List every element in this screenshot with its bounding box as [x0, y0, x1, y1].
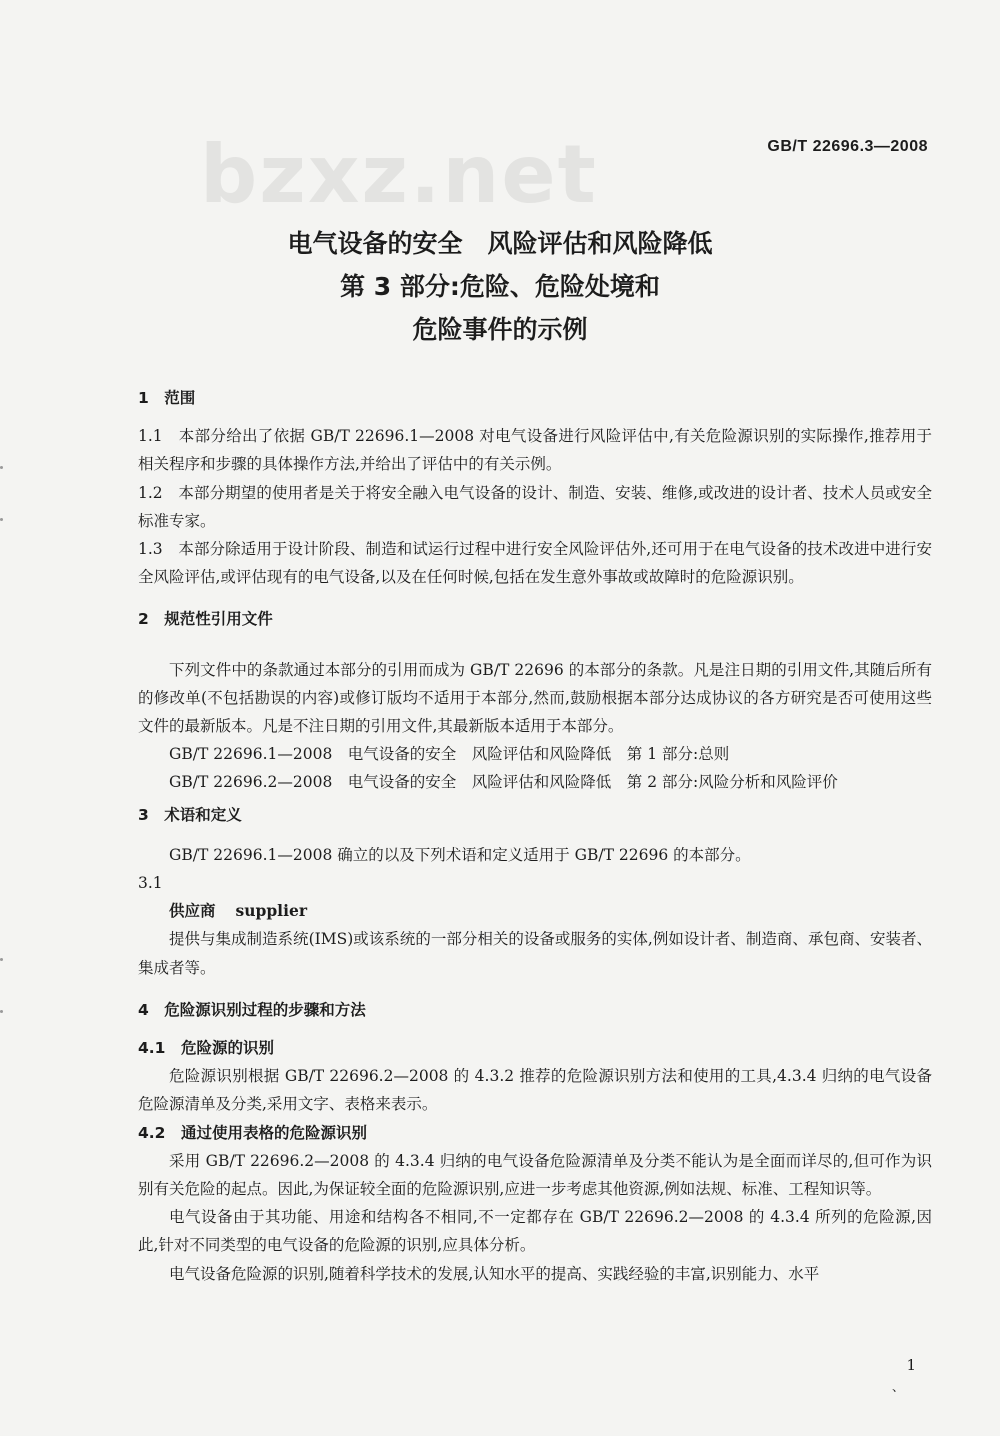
page-mark: 、 — [891, 1380, 904, 1394]
section-4-1-text: 危险源识别根据 GB/T 22696.2—2008 的 4.3.2 推荐的危险源识别方法和使用的工具,4.3.4 归纳的电气设备危险源清单及分类,采用文字、表格来表示。 — [138, 1067, 932, 1114]
clause-text: 本部分除适用于设计阶段、制造和试运行过程中进行安全风险评估外,还可用于在电气设备的技术改进中进行安全风险评估,或评估现有的电气设备,以及在任何时候,包括在发生意外事故或故障时的危险源识别。 — [138, 540, 932, 587]
term-chinese: 供应商 — [169, 902, 216, 921]
section-4-2-heading: 4.2 通过使用表格的危险源识别 — [138, 1123, 367, 1142]
section-4-1-heading: 4.1 危险源的识别 — [138, 1039, 274, 1058]
section-4-2-paragraph-2: 电气设备由于其功能、用途和结构各不相同,不一定都存在 GB/T 22696.2—2008 的 4.3.4 所列的危险源,因此,针对不同类型的电气设备的危险源的识别,应具体分析。 — [138, 1208, 932, 1255]
section-4-heading: 4 危险源识别过程的步骤和方法 — [138, 1000, 366, 1019]
term-number: 3.1 — [138, 874, 163, 893]
scan-dot — [0, 518, 3, 521]
section-1-heading: 1 范围 — [138, 389, 196, 407]
document-body — [138, 384, 932, 1288]
section-3-heading: 3 术语和定义 — [138, 805, 242, 824]
clause-number: 1.3 — [138, 540, 163, 559]
clause-number: 1.1 — [138, 427, 163, 446]
clause-1-2 — [138, 479, 932, 535]
document-title — [0, 222, 1000, 351]
title-line-1: 电气设备的安全 风险评估和风险降低 — [287, 229, 713, 258]
page-number: 1 — [906, 1356, 916, 1374]
clause-1-3 — [138, 535, 932, 591]
section-4-2-paragraph-3: 电气设备危险源的识别,随着科学技术的发展,认知水平的提高、实践经验的丰富,识别能力、水平 — [169, 1264, 820, 1283]
term-english: supplier — [235, 901, 307, 921]
watermark: bzxz.net — [200, 128, 598, 221]
standard-code: GB/T 22696.3—2008 — [767, 138, 928, 155]
clause-text: 本部分给出了依据 GB/T 22696.1—2008 对电气设备进行风险评估中,有关危险源识别的实际操作,推荐用于相关程序和步骤的具体操作方法,并给出了评估中的有关示例。 — [138, 427, 932, 474]
scan-dot — [0, 466, 3, 469]
clause-1-1 — [138, 422, 932, 478]
term-entry — [138, 897, 932, 925]
term-definition: 提供与集成制造系统(IMS)或该系统的一部分相关的设备或服务的实体,例如设计者、制造商、承包商、安装者、集成者等。 — [138, 930, 932, 977]
section-2-heading: 2 规范性引用文件 — [138, 610, 273, 629]
clause-text: 本部分期望的使用者是关于将安全融入电气设备的设计、制造、安装、维修,或改进的设计者、技术人员或安全标准专家。 — [138, 483, 932, 530]
scan-dot — [0, 958, 3, 961]
section-3-intro: GB/T 22696.1—2008 确立的以及下列术语和定义适用于 GB/T 22696 的本部分。 — [169, 845, 751, 864]
scan-dot — [0, 1010, 3, 1013]
title-line-2: 第 3 部分:危险、危险处境和 — [340, 272, 660, 301]
section-4-2-paragraph-1: 采用 GB/T 22696.2—2008 的 4.3.4 归纳的电气设备危险源清单及分类不能认为是全面而详尽的,但可作为识别有关危险的起点。因此,为保证较全面的危险源识别,应进一步考虑其他资源,例如法规、标准、工程知识等。 — [138, 1151, 932, 1199]
reference-1: GB/T 22696.1—2008 电气设备的安全 风险评估和风险降低 第 1 部分:总则 — [169, 745, 730, 764]
reference-2: GB/T 22696.2—2008 电气设备的安全 风险评估和风险降低 第 2 部分:风险分析和风险评价 — [169, 773, 838, 792]
section-2-intro: 下列文件中的条款通过本部分的引用而成为 GB/T 22696 的本部分的条款。凡是注日期的引用文件,其随后所有的修改单(不包括勘误的内容)或修订版均不适用于本部分,然而,鼓励根据本部分达成协议的各方研究是否可使用这些文件的最新版本。凡是不注日期的引用文件,其最新版本适用于本部分。 — [138, 660, 932, 736]
clause-number: 1.2 — [138, 483, 163, 502]
title-line-3: 危险事件的示例 — [412, 315, 588, 344]
